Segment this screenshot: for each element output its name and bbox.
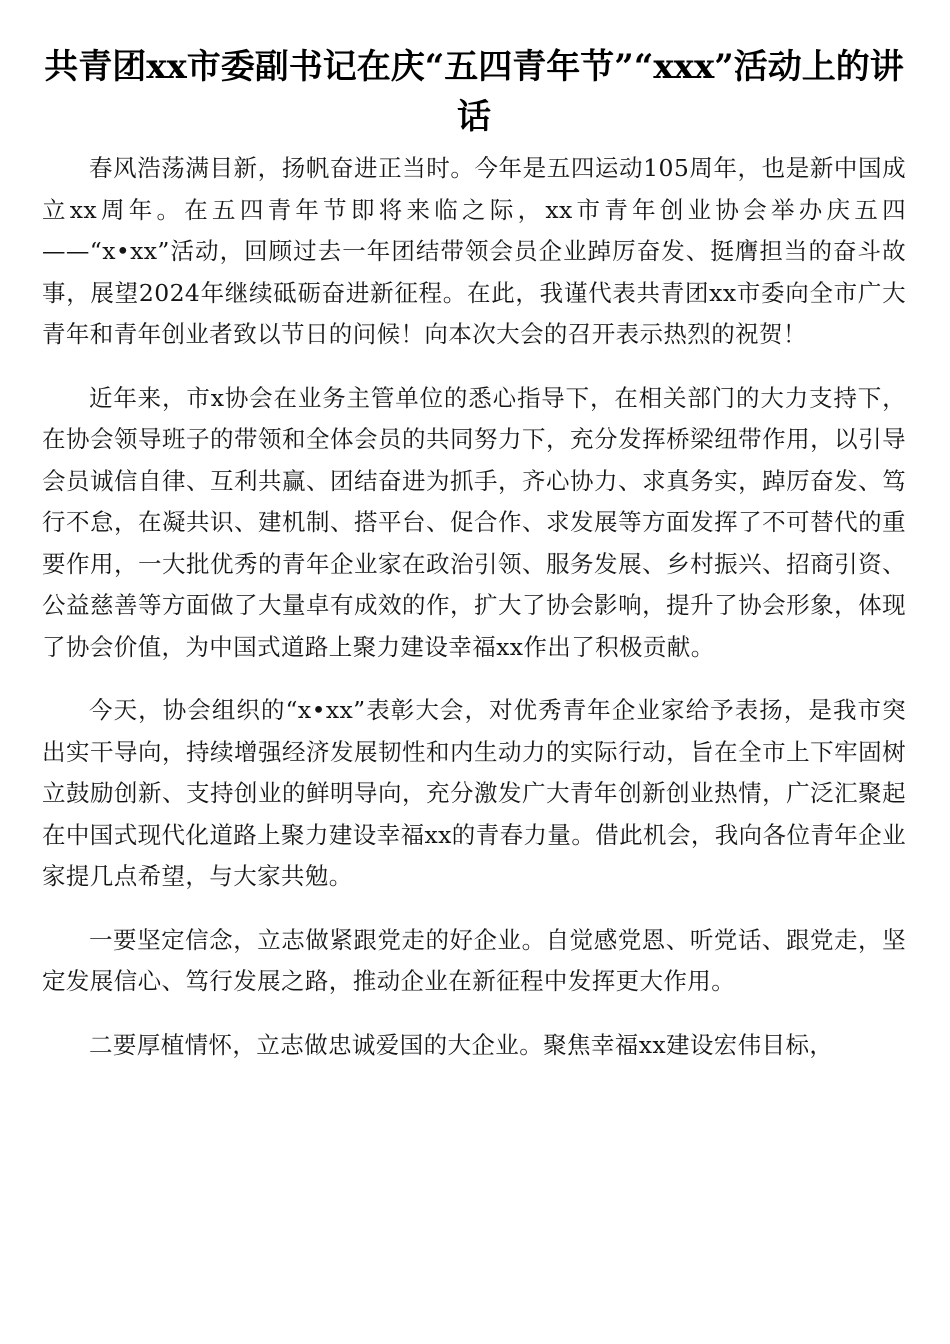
- paragraph-hope-two: 二要厚植情怀，立志做忠诚爱国的大企业。聚焦幸福xx建设宏伟目标，: [89, 1030, 834, 1059]
- paragraph-opening: 春风浩荡满目新，扬帆奋进正当时。今年是五四运动105周年，也是新中国成立xx周年。在五四青年节即将来临之际，xx市青年创业协会举办庆五四——“x•xx”活动，回顾过去一年团结带领会员企业踔厉奋发、挺膺担当的奋斗故事，展望2024年继续砥砺奋进新征程。在此，我谨代表共青团xx市委向全市广大青年和青年创业者致以节日的问候！向本次大会的召开表示热烈的祝贺！: [42, 154, 906, 348]
- document-title: 共青团xx市委副书记在庆“五四青年节”“xxx”活动上的讲话: [44, 47, 904, 137]
- paragraph-achievements: 近年来，市x协会在业务主管单位的悉心指导下，在相关部门的大力支持下，在协会领导班子的带领和全体会员的共同努力下，充分发挥桥梁纽带作用，以引导会员诚信自律、互利共赢、团结奋进为抓手，齐心协力、求真务实，踔厉奋发、笃行不怠，在凝共识、建机制、搭平台、促合作、求发展等方面发挥了不可替代的重要作用，一大批优秀的青年企业家在政治引领、服务发展、乡村振兴、招商引资、公益慈善等方面做了大量卓有成效的作，扩大了协会影响，提升了协会形象，体现了协会价值，为中国式道路上聚力建设幸福xx作出了积极贡献。: [42, 383, 906, 661]
- paragraph-commendation: 今天，协会组织的“x•xx”表彰大会，对优秀青年企业家给予表扬，是我市突出实干导向，持续增强经济发展韧性和内生动力的实际行动，旨在全市上下牢固树立鼓励创新、支持创业的鲜明导向，充分激发广大青年创新创业热情，广泛汇聚起在中国式现代化道路上聚力建设幸福xx的青春力量。借此机会，我向各位青年企业家提几点希望，与大家共勉。: [42, 696, 906, 890]
- paragraph-hope-one: 一要坚定信念，立志做紧跟党走的好企业。自觉感党恩、听党话、跟党走，坚定发展信心、笃行发展之路，推动企业在新征程中发挥更大作用。: [42, 925, 906, 995]
- document-body: [42, 148, 906, 1066]
